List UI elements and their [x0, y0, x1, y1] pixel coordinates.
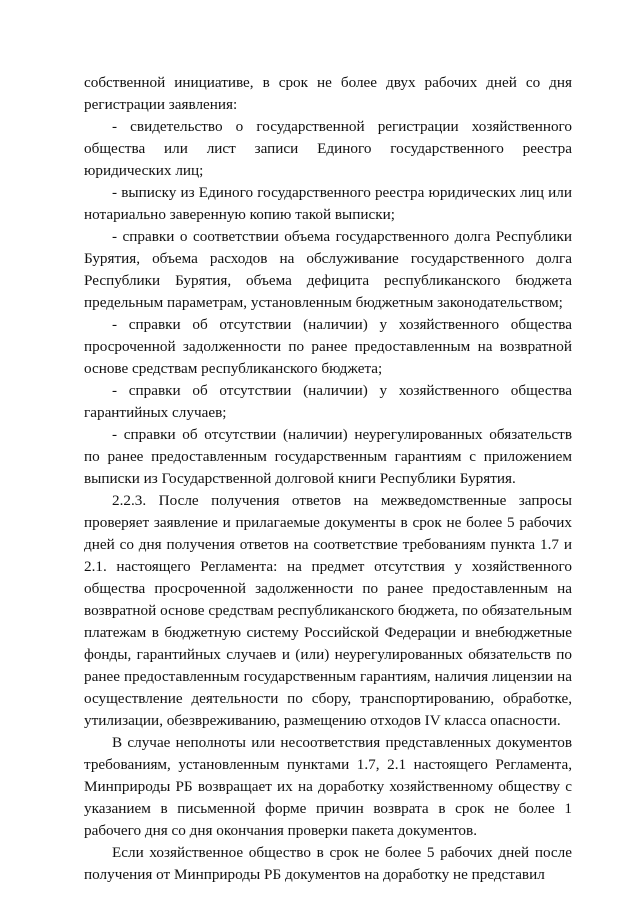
paragraph-intro: собственной инициативе, в срок не более двух рабочих дней со дня регистрации заявления: — [84, 74, 572, 113]
paragraph-resubmission: Если хозяйственное общество в срок не более 5 рабочих дней после получения от Минприроды РБ документов на доработку не представил — [84, 844, 572, 883]
list-item-registry-extract: - выписку из Единого государственного реестра юридических лиц или нотариально заверенную копию такой выписки; — [84, 184, 572, 223]
list-item-guarantee-cases: - справки об отсутствии (наличии) у хозяйственного общества гарантийных случаев; — [84, 382, 572, 421]
list-item-state-registration: - свидетельство о государственной регистрации хозяйственного общества или лист записи Единого государственного реестра юридических лиц; — [84, 118, 572, 179]
list-item-debt-compliance: - справки о соответствии объема государственного долга Республики Бурятия, объема расходов на обслуживание государственного долга Республики Бурятия, объема дефицита республиканского бюджета предельным параметрам, установленным бюджетным законодательством; — [84, 228, 572, 311]
list-item-overdue-debt: - справки об отсутствии (наличии) у хозяйственного общества просроченной задолженности по ранее предоставленным на возвратной основе средствам республиканского бюджета; — [84, 316, 572, 377]
document-page — [84, 72, 572, 886]
paragraph-incomplete-documents: В случае неполноты или несоответствия представленных документов требованиям, установленным пунктами 1.7, 2.1 настоящего Регламента, Минприроды РБ возвращает их на доработку хозяйственному обществу с указанием в письменной форме причин возврата в срок не более 1 рабочего дня со дня окончания проверки пакета документов. — [84, 734, 572, 839]
list-item-unsettled-obligations: - справки об отсутствии (наличии) неурегулированных обязательств по ранее предоставленным государственным гарантиям с приложением выписки из Государственной долговой книги Республики Бурятия. — [84, 426, 572, 487]
paragraph-2-2-3: 2.2.3. После получения ответов на межведомственные запросы проверяет заявление и прилагаемые документы в срок не более 5 рабочих дней со дня получения ответов на соответствие требованиям пункта 1.7 и 2.1. настоящего Регламента: на предмет отсутствия у хозяйственного общества просроченной задолженности по ранее предоставленным на возвратной основе средствам республиканского бюджета, по обязательным платежам в бюджетную систему Российской Федерации и внебюджетные фонды, гарантийных случаев и (или) неурегулированных обязательств по ранее предоставленным государственным гарантиям, наличия лицензии на осуществление деятельности по сбору, транспортированию, обработке, утилизации, обезвреживанию, размещению отходов IV класса опасности. — [84, 492, 572, 729]
